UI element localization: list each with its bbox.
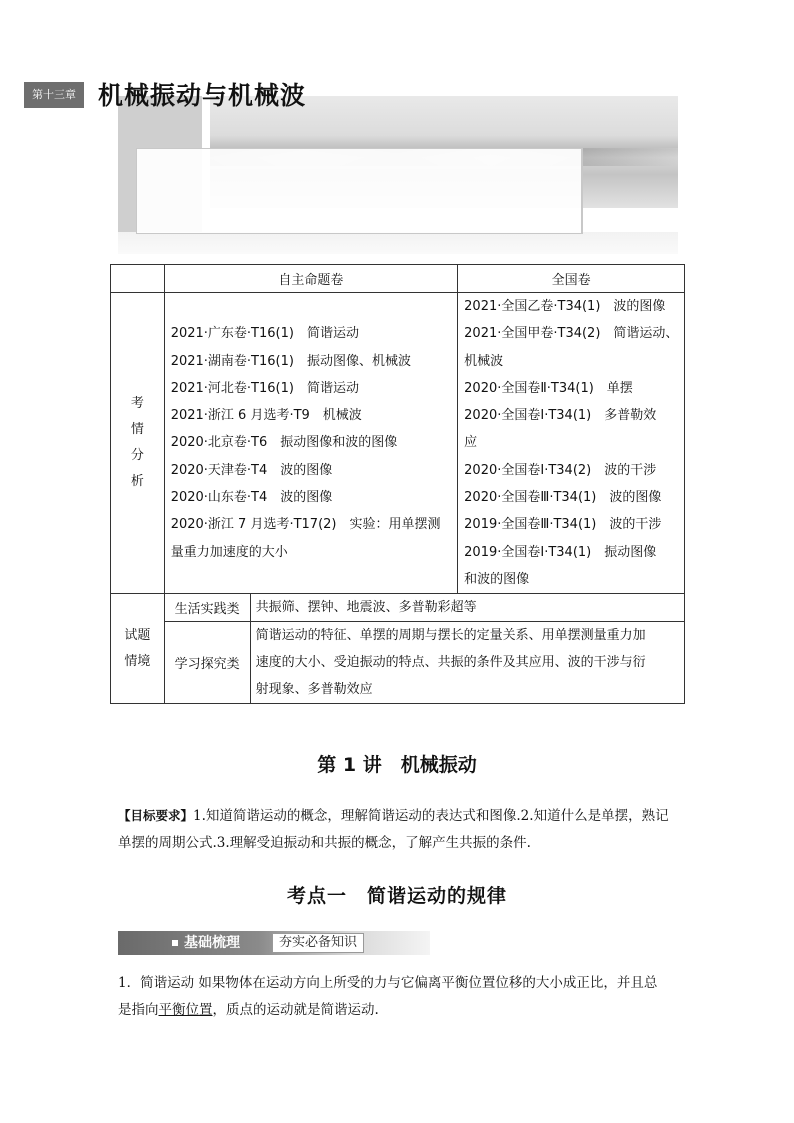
square-bullet-icon	[172, 940, 178, 946]
list-item: 2021·浙江 6 月选考·T9 机械波	[170, 408, 362, 424]
row-label-analysis: 考 情 分 析	[111, 293, 165, 594]
lecture-title: 第 1 讲 机械振动	[317, 754, 477, 776]
list-item: 机械波	[464, 353, 504, 369]
list-item: 2021·广东卷·T16(1) 简谐运动	[170, 326, 359, 342]
list-item: 2021·全国乙卷·T34(1) 波的图像	[464, 299, 666, 314]
life-practice-content: 共振筛、摆钟、地震波、多普勒彩超等	[250, 594, 684, 622]
keypoint-title: 考点一 简谐运动的规律	[286, 885, 507, 907]
list-item: 2020·北京卷·T6 振动图像和波的图像	[170, 435, 398, 451]
table-row-life	[111, 594, 685, 622]
list-item: 2019·全国卷Ⅰ·T34(1) 振动图像	[464, 544, 657, 560]
banner-title-box	[136, 148, 583, 234]
list-item: 量重力加速度的大小	[170, 544, 288, 560]
underlined-term: 平衡位置	[158, 1002, 213, 1018]
goal-label: 【目标要求】	[118, 808, 194, 823]
header-self-exam: 自主命题卷	[164, 265, 457, 293]
list-item: 2020·全国卷Ⅰ·T34(2) 波的干涉	[464, 462, 657, 478]
study-explore-content: 简谐运动的特征、单摆的周期与摆长的定量关系、用单摆测量重力加 速度的大小、受迫振动的特点、共振的条件及其应用、波的干涉与衍 射现象、多普勒效应	[250, 622, 684, 704]
list-item: 2021·河北卷·T16(1) 简谐运动	[170, 380, 359, 396]
row-label-context: 试题 情境	[111, 594, 165, 704]
list-item: 2020·全国卷Ⅲ·T34(1) 波的图像	[464, 490, 662, 506]
national-list	[458, 293, 685, 594]
list-item: 2020·全国卷Ⅰ·T34(1) 多普勒效	[464, 408, 657, 424]
list-item: 2021·湖南卷·T16(1) 振动图像、机械波	[170, 353, 411, 369]
list-item: 应	[464, 435, 478, 451]
exam-analysis-table	[110, 264, 685, 704]
table-row-study	[111, 622, 685, 704]
list-item: 2019·全国卷Ⅲ·T34(1) 波的干涉	[464, 517, 662, 533]
chapter-title: 机械振动与机械波	[98, 81, 307, 110]
life-practice-label: 生活实践类	[164, 594, 250, 622]
section-bar	[118, 931, 430, 955]
list-item: 2020·山东卷·T4 波的图像	[170, 490, 333, 506]
list-item: 2020·全国卷Ⅱ·T34(1) 单摆	[464, 380, 633, 396]
section-bar-tag: 夯实必备知识	[272, 933, 364, 953]
goal-paragraph: 【目标要求】1.知道简谐运动的概念，理解简谐运动的表达式和图像.2.知道什么是单摆，熟记 单摆的周期公式.3.理解受迫振动和共振的概念，了解产生共振的条件.	[118, 808, 669, 851]
table-row-analysis	[111, 293, 685, 594]
study-explore-label: 学习探究类	[164, 622, 250, 704]
list-item: 2020·浙江 7 月选考·T17(2) 实验：用单摆测	[170, 517, 441, 533]
table-header-row	[111, 265, 685, 293]
list-item: 和波的图像	[464, 571, 530, 587]
item-1-paragraph: 1．简谐运动 如果物体在运动方向上所受的力与它偏离平衡位置位移的大小成正比，并且总 是指向平衡位置，质点的运动就是简谐运动.	[118, 975, 658, 1018]
self-exam-list	[164, 293, 457, 594]
header-national: 全国卷	[458, 265, 685, 293]
chapter-tag: 第十三章	[24, 82, 84, 108]
list-item: 2020·天津卷·T4 波的图像	[170, 462, 333, 478]
chapter-banner	[118, 96, 678, 254]
section-bar-label: 基础梳理	[184, 935, 240, 951]
list-item: 2021·全国甲卷·T34(2) 简谐运动、	[464, 326, 679, 342]
